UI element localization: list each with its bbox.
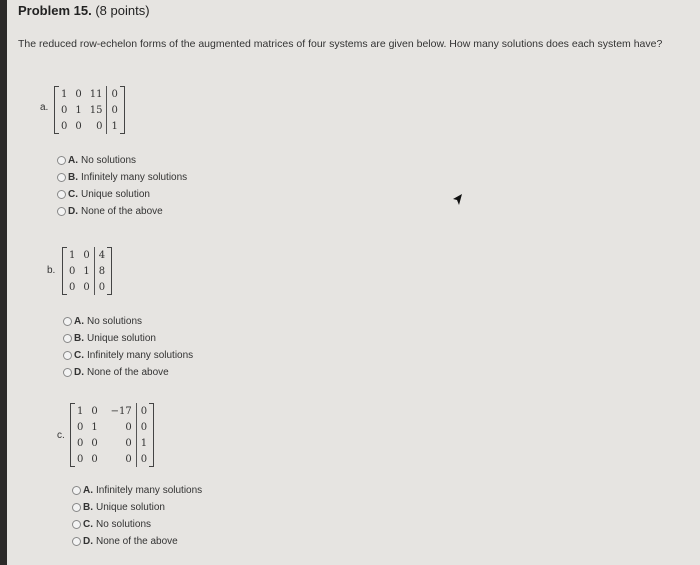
matrix-cell: 0 xyxy=(136,451,151,467)
matrix-cell: 0 xyxy=(91,453,98,465)
matrix-cell: 1 xyxy=(136,435,151,451)
matrix-cell: 0 xyxy=(83,249,90,261)
radio-button[interactable] xyxy=(72,537,81,546)
radio-button[interactable] xyxy=(57,190,66,199)
choice-b-B[interactable]: B. Unique solution xyxy=(63,330,193,347)
part-b-label: b. xyxy=(47,265,56,276)
matrix-cell: 0 xyxy=(77,437,84,449)
matrix-bracket-right xyxy=(107,247,112,295)
matrix-cell: 4 xyxy=(94,247,109,263)
matrix-a-table xyxy=(57,86,122,134)
choice-a-B[interactable]: B. Infinitely many solutions xyxy=(57,169,187,186)
matrix-b-table xyxy=(65,247,109,295)
matrix-cell: 1 xyxy=(75,104,82,116)
matrix-c xyxy=(73,403,151,467)
matrix-cell: 0 xyxy=(94,279,109,295)
left-window-edge xyxy=(0,0,7,565)
matrix-cell: 15 xyxy=(89,104,103,116)
matrix-cell: 0 xyxy=(107,102,122,118)
matrix-a xyxy=(57,86,122,134)
mouse-pointer-icon xyxy=(452,193,464,212)
choice-a-A[interactable]: A. No solutions xyxy=(57,152,187,169)
radio-button[interactable] xyxy=(72,486,81,495)
choice-c-C[interactable]: C. No solutions xyxy=(72,516,202,533)
matrix-cell: 0 xyxy=(107,86,122,102)
matrix-cell: 0 xyxy=(125,421,132,433)
matrix-cell: 0 xyxy=(136,403,151,419)
matrix-cell: 0 xyxy=(136,419,151,435)
matrix-cell: 0 xyxy=(69,265,76,277)
matrix-cell: 1 xyxy=(77,405,84,417)
matrix-cell: 0 xyxy=(125,453,132,465)
part-b-choices xyxy=(63,313,193,381)
radio-button[interactable] xyxy=(57,173,66,182)
matrix-cell: 1 xyxy=(83,265,90,277)
question-text: The reduced row-echelon forms of the augmented matrices of four systems are given below. How many solutions does each system have? xyxy=(18,38,663,50)
radio-button[interactable] xyxy=(63,334,72,343)
matrix-cell: 0 xyxy=(91,405,98,417)
part-a-label: a. xyxy=(40,102,49,113)
radio-button[interactable] xyxy=(63,368,72,377)
matrix-cell: 0 xyxy=(77,421,84,433)
matrix-cell: 0 xyxy=(83,281,90,293)
radio-button[interactable] xyxy=(72,520,81,529)
choice-c-D[interactable]: D. None of the above xyxy=(72,533,202,550)
matrix-cell: 0 xyxy=(77,453,84,465)
matrix-cell: 1 xyxy=(107,118,122,134)
part-c-label: c. xyxy=(57,430,65,441)
radio-button[interactable] xyxy=(72,503,81,512)
part-a-choices xyxy=(57,152,187,220)
choice-b-A[interactable]: A. No solutions xyxy=(63,313,193,330)
part-c-choices xyxy=(72,482,202,550)
choice-b-C[interactable]: C. Infinitely many solutions xyxy=(63,347,193,364)
matrix-cell: −17 xyxy=(110,405,132,417)
matrix-cell: 1 xyxy=(69,249,76,261)
matrix-cell: 0 xyxy=(61,104,68,116)
radio-button[interactable] xyxy=(57,207,66,216)
matrix-c-table xyxy=(73,403,151,467)
choice-b-D[interactable]: D. None of the above xyxy=(63,364,193,381)
matrix-cell: 0 xyxy=(61,120,68,132)
problem-number: Problem 15. xyxy=(18,3,92,18)
matrix-cell: 11 xyxy=(89,88,103,100)
matrix-cell: 0 xyxy=(96,120,103,132)
choice-a-C[interactable]: C. Unique solution xyxy=(57,186,187,203)
radio-button[interactable] xyxy=(57,156,66,165)
choice-c-B[interactable]: B. Unique solution xyxy=(72,499,202,516)
radio-button[interactable] xyxy=(63,317,72,326)
matrix-b xyxy=(65,247,109,295)
matrix-cell: 0 xyxy=(125,437,132,449)
matrix-cell: 1 xyxy=(61,88,68,100)
matrix-cell: 0 xyxy=(91,437,98,449)
matrix-cell: 0 xyxy=(69,281,76,293)
matrix-bracket-right xyxy=(149,403,154,467)
choice-a-D[interactable]: D. None of the above xyxy=(57,203,187,220)
problem-title xyxy=(18,3,150,18)
matrix-cell: 0 xyxy=(75,88,82,100)
radio-button[interactable] xyxy=(63,351,72,360)
matrix-cell: 8 xyxy=(94,263,109,279)
matrix-bracket-right xyxy=(120,86,125,134)
problem-points: (8 points) xyxy=(95,3,150,18)
matrix-cell: 0 xyxy=(75,120,82,132)
choice-c-A[interactable]: A. Infinitely many solutions xyxy=(72,482,202,499)
matrix-cell: 1 xyxy=(91,421,98,433)
